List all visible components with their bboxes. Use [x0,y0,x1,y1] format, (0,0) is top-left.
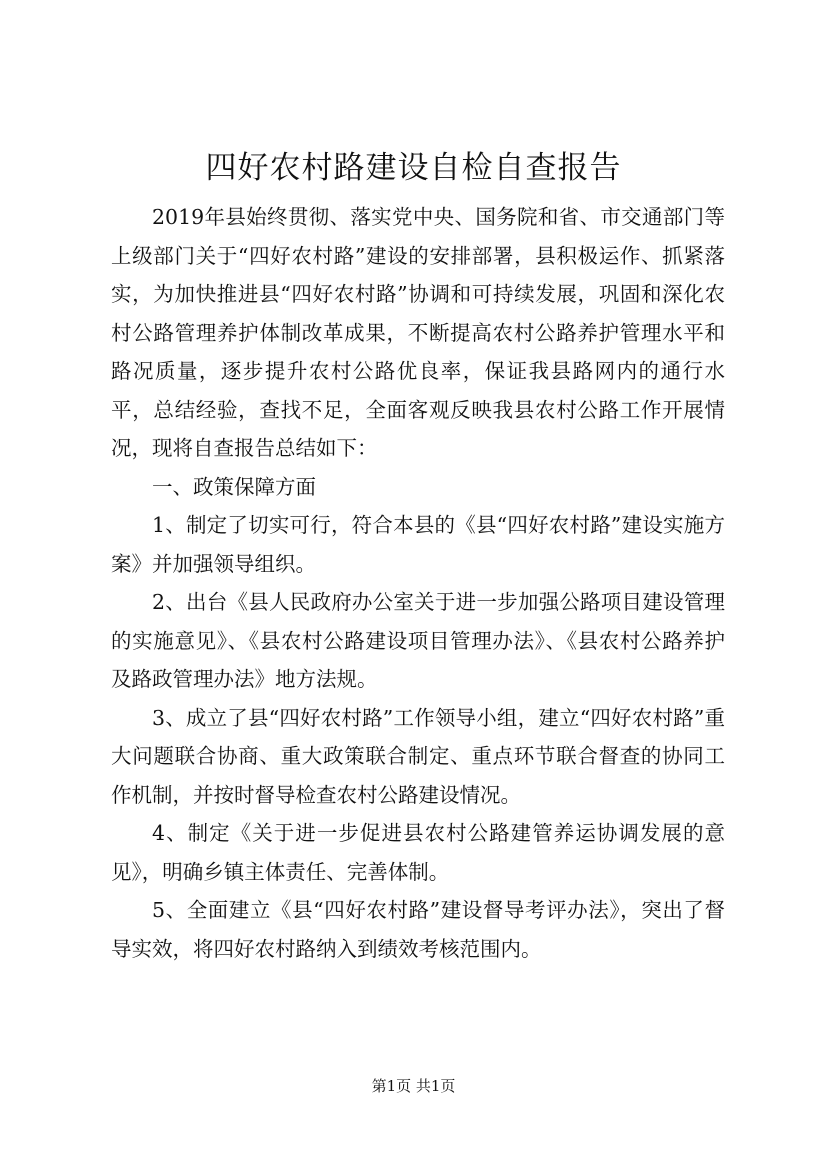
list-item-4: 4、制定《关于进一步促进县农村公路建管养运协调发展的意见》，明确乡镇主体责任、完善体制。 [111,821,725,884]
list-item-3: 3、成立了县“四好农村路”工作领导小组，建立“四好农村路”重大问题联合协商、重大政策联合制定、重点环节联合督查的协同工作机制，并按时督导检查农村公路建设情况。 [111,705,725,807]
list-item-1: 1、制定了切实可行，符合本县的《县“四好农村路”建设实施方案》并加强领导组织。 [111,513,725,576]
page-footer: 第1页 共1页 [371,1077,456,1095]
document-title: 四好农村路建设自检自查报告 [205,150,622,186]
intro-paragraph: 2019年县始终贯彻、落实党中央、国务院和省、市交通部门等上级部门关于“四好农村路”建设的安排部署，县积极运作、抓紧落实，为加快推进县“四好农村路”协调和可持续发展，巩固和深化农村公路管理养护体制改革成果，不断提高农村公路养护管理水平和路况质量，逐步提升农村公路优良率，保证我县路网内的通行水平，总结经验，查找不足，全面客观反映我县农村公路工作开展情况，现将自查报告总结如下： [111,205,725,460]
document-body [111,198,725,968]
section-heading: 一、政策保障方面 [152,474,316,499]
list-item-5: 5、全面建立《县“四好农村路”建设督导考评办法》，突出了督导实效，将四好农村路纳入到绩效考核范围内。 [111,898,725,961]
list-item-2: 2、出台《县人民政府办公室关于进一步加强公路项目建设管理的实施意见》、《县农村公路建设项目管理办法》、《县农村公路养护及路政管理办法》地方法规。 [111,590,725,691]
